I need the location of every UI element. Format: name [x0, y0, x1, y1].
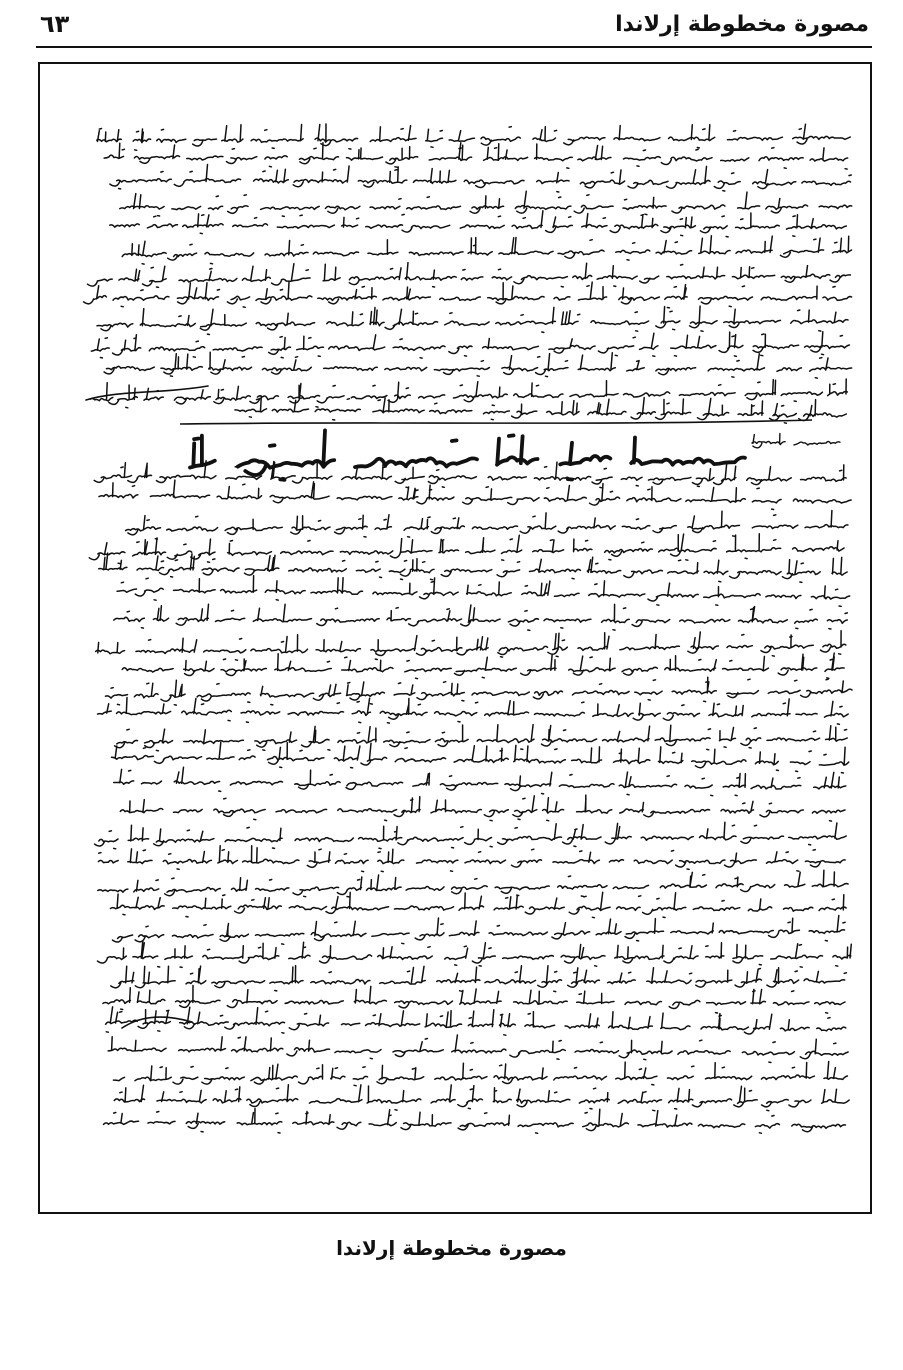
manuscript-line — [95, 822, 847, 849]
running-header-title: مصورة مخطوطة إرلاندا — [615, 12, 869, 37]
manuscript-line — [110, 211, 847, 237]
manuscript-line — [96, 631, 846, 660]
manuscript-line — [90, 379, 847, 408]
manuscript-line — [111, 966, 847, 992]
manuscript-line — [104, 352, 852, 378]
manuscript-line — [122, 653, 844, 679]
manuscript-line — [98, 941, 852, 967]
manuscript-heading-rule — [180, 420, 812, 424]
header-rule — [36, 46, 872, 48]
manuscript-line — [113, 1062, 847, 1086]
manuscript-line — [98, 870, 848, 897]
manuscript-line — [117, 576, 850, 607]
manuscript-line — [89, 534, 844, 564]
manuscript-line — [111, 892, 847, 917]
manuscript-line — [112, 743, 849, 774]
manuscript-line — [99, 480, 851, 509]
manuscript-line — [97, 124, 851, 150]
manuscript-line — [115, 725, 848, 751]
manuscript-line — [108, 1035, 848, 1063]
manuscript-line — [752, 434, 840, 448]
manuscript-line — [84, 282, 852, 308]
manuscript-line — [106, 677, 853, 705]
manuscript-line — [98, 698, 849, 725]
manuscript-line — [106, 1007, 846, 1035]
manuscript-line — [120, 795, 845, 821]
manuscript-line — [120, 191, 852, 216]
manuscript-line — [113, 916, 846, 945]
manuscript-line — [114, 1085, 849, 1111]
manuscript-line — [114, 767, 846, 796]
manuscript-line — [126, 511, 848, 540]
manuscript-facsimile — [40, 64, 870, 1212]
page-number: ٦٣ — [40, 10, 70, 38]
manuscript-line — [91, 332, 849, 358]
manuscript-line — [103, 986, 845, 1014]
manuscript-line — [114, 604, 848, 630]
manuscript-line — [99, 553, 847, 582]
manuscript-line — [88, 263, 851, 288]
manuscript-line — [110, 165, 851, 193]
figure-caption: مصورة مخطوطة إرلاندا — [336, 1236, 567, 1260]
manuscript-line — [98, 846, 845, 872]
manuscript-line — [122, 236, 851, 264]
manuscript-line — [104, 1109, 846, 1134]
manuscript-frame — [38, 62, 872, 1214]
manuscript-line — [104, 143, 848, 169]
manuscript-line — [97, 306, 848, 334]
